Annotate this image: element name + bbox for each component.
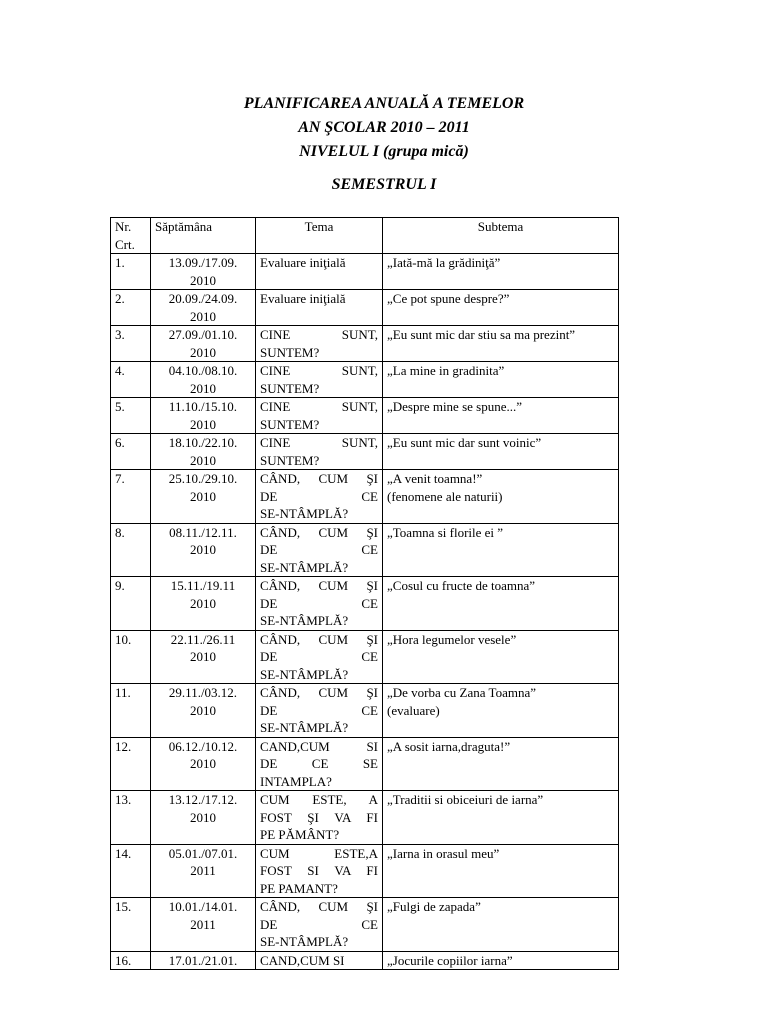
row-number: 10. (111, 630, 151, 684)
row-subtema (383, 523, 619, 577)
subtema-line: „La mine in gradinita” (387, 363, 505, 378)
row-subtema (383, 844, 619, 898)
row-number: 5. (111, 398, 151, 434)
row-subtema (383, 951, 619, 970)
week-line: 20.09./24.09. (168, 291, 238, 306)
week-line: 15.11./19.11 (170, 578, 236, 593)
tema-line: CINE SUNT, (260, 399, 378, 414)
table-row (111, 577, 619, 631)
table-header-row (111, 218, 619, 254)
table-row (111, 362, 619, 398)
subtema-line: „A venit toamna!” (387, 471, 483, 486)
week-line: 2010 (190, 272, 216, 288)
table-row (111, 434, 619, 470)
table-row (111, 254, 619, 290)
tema-line: SUNTEM? (260, 380, 320, 396)
week-line: 27.09./01.10. (168, 327, 238, 342)
tema-line: CUM ESTE,A (260, 845, 378, 861)
tema-line: CÂND, CUM ŞI (260, 524, 378, 540)
table-row (111, 398, 619, 434)
header-week: Săptămâna (151, 218, 256, 254)
week-line: 2010 (190, 809, 216, 825)
row-subtema (383, 398, 619, 434)
row-number: 13. (111, 791, 151, 845)
subtema-line: (evaluare) (387, 702, 440, 718)
week-line: 2010 (190, 488, 216, 504)
tema-line: CAND,CUM SI (260, 738, 378, 754)
week-line: 13.09./17.09. (168, 255, 238, 270)
header-nr: Nr. Crt. (111, 218, 151, 254)
tema-line: Evaluare iniţială (260, 255, 346, 270)
table-row (111, 470, 619, 524)
row-tema (256, 470, 383, 524)
tema-line: DE CE (260, 649, 378, 664)
week-line: 06.12./10.12. (168, 738, 238, 754)
table-row (111, 326, 619, 362)
subtema-line: „De vorba cu Zana Toamna” (387, 685, 536, 700)
tema-line: CÂND, CUM ŞI (260, 631, 378, 647)
week-line: 2010 (190, 452, 216, 468)
row-week (151, 737, 256, 791)
tema-line: SE-NTÂMPLĂ? (260, 613, 349, 628)
row-tema (256, 844, 383, 898)
tema-line: SE-NTÂMPLĂ? (260, 934, 349, 949)
tema-line: Evaluare iniţială (260, 291, 346, 306)
row-number: 11. (111, 684, 151, 738)
week-line: 2010 (190, 308, 216, 324)
week-line: 2011 (190, 916, 216, 932)
week-line: 2011 (190, 863, 216, 878)
row-tema (256, 737, 383, 791)
row-subtema (383, 326, 619, 362)
header-tema: Tema (256, 218, 383, 254)
title-line-1: PLANIFICAREA ANUALĂ A TEMELOR (243, 95, 525, 112)
row-tema (256, 898, 383, 952)
row-week (151, 844, 256, 898)
tema-line: CÂND, CUM ŞI (260, 578, 378, 593)
subtema-line: „Eu sunt mic dar stiu sa ma prezint” (387, 327, 576, 342)
document-title (0, 92, 768, 164)
tema-line: SE-NTÂMPLĂ? (260, 720, 349, 735)
row-subtema (383, 290, 619, 326)
week-line: 2010 (190, 756, 216, 771)
row-number: 15. (111, 898, 151, 952)
row-subtema (383, 470, 619, 524)
tema-line: DE CE (260, 702, 378, 718)
row-tema (256, 523, 383, 577)
row-number: 9. (111, 577, 151, 631)
row-week (151, 254, 256, 290)
tema-line: CÂND, CUM ŞI (260, 899, 378, 914)
row-number: 3. (111, 326, 151, 362)
row-number: 14. (111, 844, 151, 898)
week-line: 08.11./12.11. (169, 524, 237, 540)
row-week (151, 951, 256, 970)
table-row (111, 290, 619, 326)
table-row (111, 844, 619, 898)
row-subtema (383, 684, 619, 738)
row-tema (256, 791, 383, 845)
subtema-line: „A sosit iarna,draguta!” (387, 738, 511, 754)
week-line: 04.10./08.10. (168, 363, 238, 378)
subtema-line: „Jocurile copiilor iarna” (387, 952, 513, 968)
tema-line: PE PĂMÂNT? (260, 827, 340, 842)
week-line: 13.12./17.12. (168, 792, 238, 807)
table-body (111, 254, 619, 970)
subtema-line: „Hora legumelor vesele” (387, 631, 517, 647)
tema-line: DE CE (260, 916, 378, 932)
row-number: 7. (111, 470, 151, 524)
tema-line: DE CE SE (260, 756, 378, 771)
subtema-line: „Iarna in orasul meu” (387, 845, 500, 861)
row-tema (256, 398, 383, 434)
title-line-3: NIVELUL I (grupa mică) (299, 143, 469, 160)
row-tema (256, 434, 383, 470)
row-tema (256, 630, 383, 684)
subtema-line: „Iată-mă la grădiniţă” (387, 255, 501, 270)
row-week (151, 684, 256, 738)
tema-line: INTAMPLA? (260, 773, 332, 789)
row-week (151, 362, 256, 398)
semester-heading: SEMESTRUL I (331, 176, 437, 193)
subtema-line: „Traditii si obiceiuri de iarna” (387, 792, 544, 807)
row-tema (256, 577, 383, 631)
row-number: 12. (111, 737, 151, 791)
subtema-line: „Eu sunt mic dar sunt voinic” (387, 435, 542, 450)
table-row (111, 898, 619, 952)
row-subtema (383, 362, 619, 398)
row-week (151, 630, 256, 684)
row-week (151, 290, 256, 326)
table-row (111, 737, 619, 791)
week-line: 2010 (190, 380, 216, 396)
subtema-line: „Fulgi de zapada” (387, 899, 481, 914)
row-number: 1. (111, 254, 151, 290)
row-week (151, 434, 256, 470)
row-subtema (383, 737, 619, 791)
tema-line: FOST ŞI VA FI (260, 809, 378, 825)
tema-line: SE-NTÂMPLĂ? (260, 666, 349, 682)
tema-line: CINE SUNT, (260, 435, 378, 450)
week-line: 22.11./26.11 (170, 631, 236, 647)
tema-line: CAND,CUM SI (260, 952, 345, 968)
row-number: 16. (111, 951, 151, 970)
week-line: 2010 (190, 542, 216, 557)
row-number: 2. (111, 290, 151, 326)
row-week (151, 326, 256, 362)
row-subtema (383, 630, 619, 684)
tema-line: CUM ESTE, A (260, 792, 378, 807)
planning-table (110, 217, 619, 970)
tema-line: PE PAMANT? (260, 880, 338, 896)
week-line: 11.10./15.10. (168, 399, 238, 414)
tema-line: DE CE (260, 488, 378, 504)
row-number: 6. (111, 434, 151, 470)
week-line: 05.01./07.01. (168, 845, 238, 861)
week-line: 2010 (190, 595, 216, 611)
title-line-2: AN ŞCOLAR 2010 – 2011 (298, 119, 470, 136)
subtema-line: „Toamna si florile ei ” (387, 524, 504, 540)
row-subtema (383, 254, 619, 290)
row-number: 4. (111, 362, 151, 398)
row-tema (256, 254, 383, 290)
tema-line: CÂND, CUM ŞI (260, 685, 378, 700)
subtema-line: „Ce pot spune despre?” (387, 291, 510, 306)
tema-line: SUNTEM? (260, 452, 320, 468)
row-subtema (383, 434, 619, 470)
tema-line: DE CE (260, 542, 378, 557)
week-line: 18.10./22.10. (168, 435, 238, 450)
subtema-line: (fenomene ale naturii) (387, 488, 503, 504)
row-tema (256, 362, 383, 398)
row-tema (256, 326, 383, 362)
week-line: 17.01./21.01. (168, 952, 238, 968)
row-tema (256, 684, 383, 738)
week-line: 25.10./29.10. (168, 471, 238, 486)
table-row (111, 684, 619, 738)
tema-line: SUNTEM? (260, 344, 320, 360)
table-row (111, 630, 619, 684)
week-line: 29.11./03.12. (168, 685, 238, 700)
row-tema (256, 290, 383, 326)
week-line: 10.01./14.01. (168, 899, 238, 914)
week-line: 2010 (190, 649, 216, 664)
table-row (111, 523, 619, 577)
row-number: 8. (111, 523, 151, 577)
row-tema (256, 951, 383, 970)
tema-line: FOST SI VA FI (260, 863, 378, 878)
week-line: 2010 (190, 344, 216, 360)
row-week (151, 398, 256, 434)
tema-line: SE-NTÂMPLĂ? (260, 506, 349, 521)
tema-line: DE CE (260, 595, 378, 611)
row-week (151, 470, 256, 524)
week-line: 2010 (190, 702, 216, 718)
header-subtema: Subtema (383, 218, 619, 254)
row-subtema (383, 577, 619, 631)
row-subtema (383, 898, 619, 952)
tema-line: SUNTEM? (260, 416, 320, 432)
row-week (151, 898, 256, 952)
subtema-line: „Cosul cu fructe de toamna” (387, 578, 535, 593)
tema-line: CINE SUNT, (260, 363, 378, 378)
row-week (151, 577, 256, 631)
tema-line: CÂND, CUM ŞI (260, 471, 378, 486)
row-subtema (383, 791, 619, 845)
row-week (151, 523, 256, 577)
row-week (151, 791, 256, 845)
tema-line: SE-NTÂMPLĂ? (260, 559, 349, 575)
table-row (111, 951, 619, 970)
week-line: 2010 (190, 416, 216, 432)
subtema-line: „Despre mine se spune...” (387, 399, 523, 414)
tema-line: CINE SUNT, (260, 327, 378, 342)
table-row (111, 791, 619, 845)
